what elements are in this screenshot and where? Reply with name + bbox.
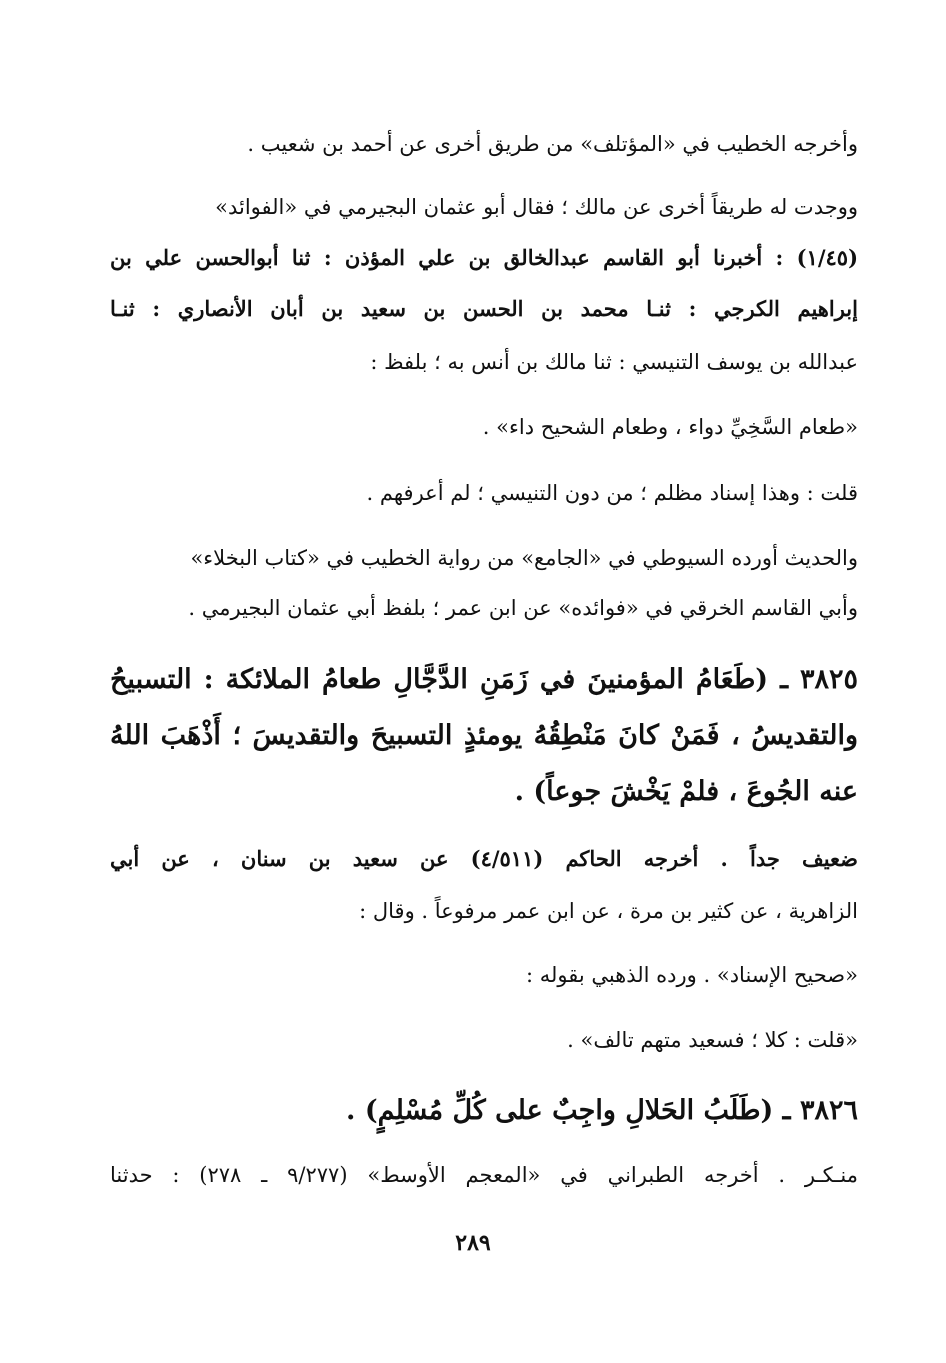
text-line-10: الزاهرية ، عن كثير بن مرة ، عن ابن عمر مرفوعاً . وقال :: [359, 899, 858, 923]
text-line-5: عبدالله بن يوسف التنيسي : ثنا مالك بن أنس به ؛ بلفظ :: [370, 350, 858, 374]
text-line-7: والحديث أورده السيوطي في «الجامع» من رواية الخطيب في «كتاب البخلاء»: [190, 546, 858, 570]
hadith-3825-line-3: عنه الجُوعَ ، فلمْ يَخْشَ جوعاً) .: [514, 776, 858, 807]
quote-line-1: «طعام السَّخِيِّ دواء ، وطعام الشحيح داء» .: [482, 415, 858, 439]
text-line-11: منـكـر . أخرجه الطبراني في «المعجم الأوسط» (٩/٢٧٧ ـ ٢٧٨) : حدثنا: [110, 1163, 858, 1187]
hadith-3825-line-1: ٣٨٢٥ ـ (طَعَامُ المؤمنينَ في زَمَنِ الدَّجَّالِ طعامُ الملائكة : التسبيحُ: [110, 664, 858, 695]
page-number: ٢٨٩: [455, 1230, 491, 1256]
quote-line-2: «صحيح الإسناد» . ورده الذهبي بقوله :: [525, 963, 858, 987]
text-line-8: وأبي القاسم الخرقي في «فوائده» عن ابن عمر ؛ بلفظ أبي عثمان البجيرمي .: [188, 596, 858, 620]
hadith-3826-line: ٣٨٢٦ ـ (طَلَبُ الحَلالِ واجِبٌ على كُلِّ مُسْلِمٍ) .: [346, 1095, 858, 1126]
text-line-1: وأخرجه الخطيب في «المؤتلف» من طريق أخرى عن أحمد بن شعيب .: [247, 132, 858, 156]
hadith-3825-line-2: والتقديسُ ، فَمَنْ كانَ مَنْطِقُهُ يومئذٍ التسبيحَ والتقديسَ ؛ أَذْهَبَ اللهُ: [110, 720, 858, 751]
text-line-9: ضعيف جداً . أخرجه الحاكم (٤/٥١١) عن سعيد بن سنان ، عن أبي: [110, 846, 858, 871]
text-line-2: ووجدت له طريقاً أخرى عن مالك ؛ فقال أبو عثمان البجيرمي في «الفوائد»: [215, 195, 858, 219]
text-line-6: قلت : وهذا إسناد مظلم ؛ من دون التنيسي ؛ لم أعرفهم .: [366, 481, 858, 505]
text-line-4: إبراهيم الكرجي : ثنـا محمد بن الحسن بن سعيد بن أبان الأنصاري : ثنـا: [110, 296, 858, 321]
quote-line-3: «قلت : كلا ؛ فسعيد متهم تالف» .: [567, 1028, 858, 1052]
text-line-3: (١/٤٥) : أخبرنا أبو القاسم عبدالخالق بن علي المؤذن : ثنا أبوالحسن علي بن: [110, 245, 858, 270]
